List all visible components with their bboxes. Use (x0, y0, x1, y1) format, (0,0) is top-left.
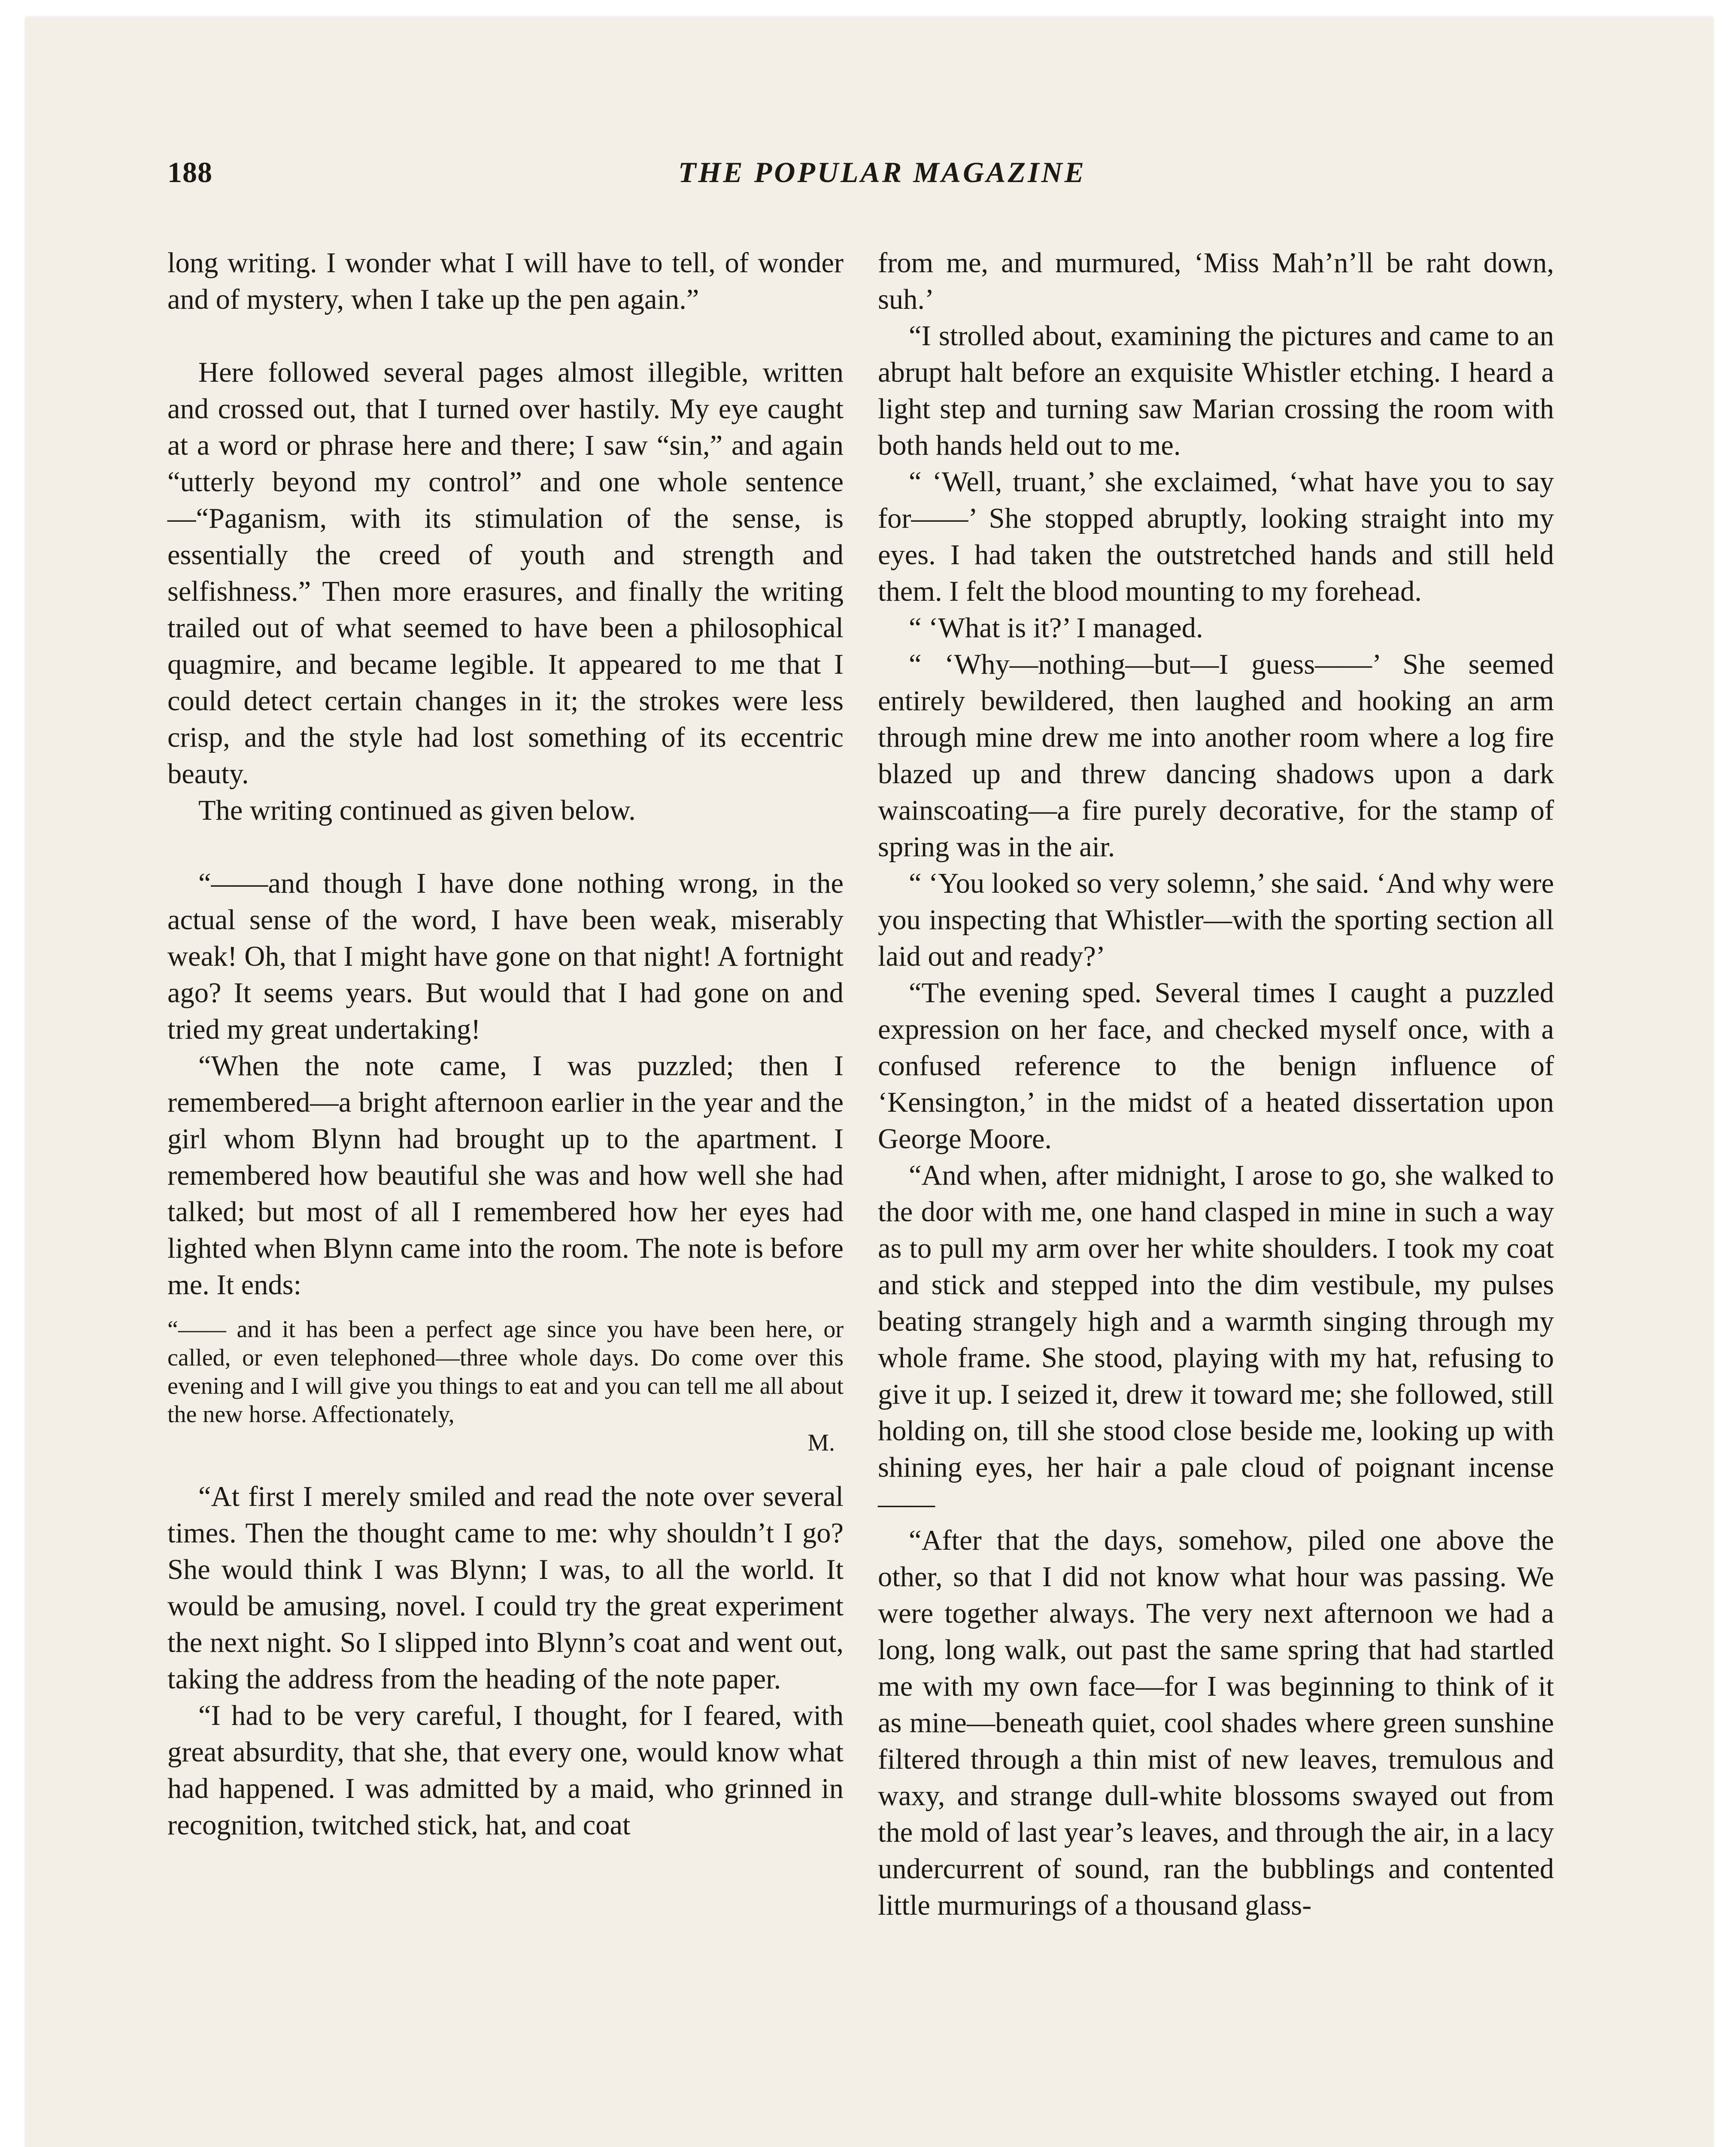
paragraph: “When the note came, I was puzzled; then I remembered—a bright afternoon earlier in the year and the girl whom Blynn had brought up to the apartment. I remembered how beautiful she was and how well she had talked; but most of all I remembered how her eyes had lighted when Blynn came into the room. The note is before me. It ends: (167, 1050, 844, 1301)
page-header (167, 155, 1597, 198)
left-column (167, 245, 844, 1843)
paragraph: “ ‘What is it?’ I managed. (909, 612, 1203, 644)
page-number: 188 (167, 156, 212, 189)
paragraph: “And when, after midnight, I arose to go, she walked to the door with me, one hand clasped in mine in such a way as to pull my arm over her white shoulders. I took my coat and stick and stepped into the dim vestibule, my pulses beating strangely high and a warmth singing through my whole frame. She stood, playing with my hat, refusing to give it up. I seized it, drew it toward me; she followed, still holding on, till she stood close beside me, looking up with shining eyes, her hair a pale cloud of poignant incense—— (878, 1160, 1554, 1520)
quoted-note (167, 1315, 844, 1457)
note-signature: M. (807, 1429, 835, 1456)
running-title: THE POPULAR MAGAZINE (678, 156, 1087, 189)
paragraph: “ ‘Well, truant,’ she exclaimed, ‘what have you to say for——’ She stopped abruptly, looking straight into my eyes. I had taken the outstretched hands and still held them. I felt the blood mounting to my forehead. (878, 466, 1554, 607)
paragraph: from me, and murmured, ‘Miss Mah’n’ll be raht down, suh.’ (878, 247, 1554, 315)
paragraph: Here followed several pages almost illegible, written and crossed out, that I turned over hastily. My eye caught at a word or phrase here and there; I saw “sin,” and again “utterly beyond my control” and one whole sentence—“Paganism, with its stimulation of the sense, is essentially the creed of youth and strength and selfishness.” Then more erasures, and finally the writing trailed out of what seemed to have been a philosophical quagmire, and became legible. It appeared to me that I could detect certain changes in it; the strokes were less crisp, and the style had lost something of its eccentric beauty. (167, 357, 844, 790)
paragraph: long writing. I wonder what I will have to tell, of wonder and of mystery, when I take up the pen again.” (167, 247, 844, 315)
paragraph: “——and though I have done nothing wrong, in the actual sense of the word, I have been weak, miserably weak! Oh, that I might have gone on that night! A fortnight ago? It seems years. But would that I had gone on and tried my great undertaking! (167, 868, 844, 1045)
paragraph: The writing continued as given below. (198, 795, 636, 826)
paragraph: “I had to be very careful, I thought, for I feared, with great absurdity, that she, that every one, would know what had happened. I was admitted by a maid, who grinned in recognition, twitched stick, hat, and coat (167, 1700, 844, 1841)
paragraph: “ ‘Why—nothing—but—I guess——’ She seemed entirely bewildered, then laughed and hooking an arm through mine drew me into another room where a log fire blazed up and threw dancing shadows upon a dark wainscoating—a fire purely decorative, for the stamp of spring was in the air. (878, 649, 1554, 863)
paragraph: “At first I merely smiled and read the note over several times. Then the thought came to me: why shouldn’t I go? She would think I was Blynn; I was, to all the world. It would be amusing, novel. I could try the great experiment the next night. So I slipped into Blynn’s coat and went out, taking the address from the heading of the note paper. (167, 1481, 844, 1695)
note-text: “—— and it has been a perfect age since you have been here, or called, or even telephoned—three whole days. Do come over this evening and I will give you things to eat and you can tell me all about the new horse. Affectionately, (167, 1316, 844, 1428)
paragraph: “The evening sped. Several times I caught a puzzled expression on her face, and checked myself once, with a confused reference to the benign influence of ‘Kensington,’ in the midst of a heated dissertation upon George Moore. (878, 977, 1554, 1155)
paragraph: “After that the days, somehow, piled one above the other, so that I did not know what hour was passing. We were together always. The very next afternoon we had a long, long walk, out past the same spring that had startled me with my own face—for I was beginning to think of it as mine—beneath quiet, cool shades where green sunshine filtered through a thin mist of new leaves, tremulous and waxy, and strange dull-white blossoms swayed out from the mold of last year’s leaves, and through the air, in a lacy undercurrent of sound, ran the bubblings and contented little murmurings of a thousand glass- (878, 1525, 1554, 1921)
right-column (878, 245, 1554, 1924)
magazine-page (26, 17, 1713, 2147)
paragraph: “I strolled about, examining the pictures and came to an abrupt halt before an exquisite Whistler etching. I heard a light step and turning saw Marian crossing the room with both hands held out to me. (878, 320, 1554, 461)
paragraph: “ ‘You looked so very solemn,’ she said. ‘And why were you inspecting that Whistler—with the sporting section all laid out and ready?’ (878, 868, 1554, 972)
